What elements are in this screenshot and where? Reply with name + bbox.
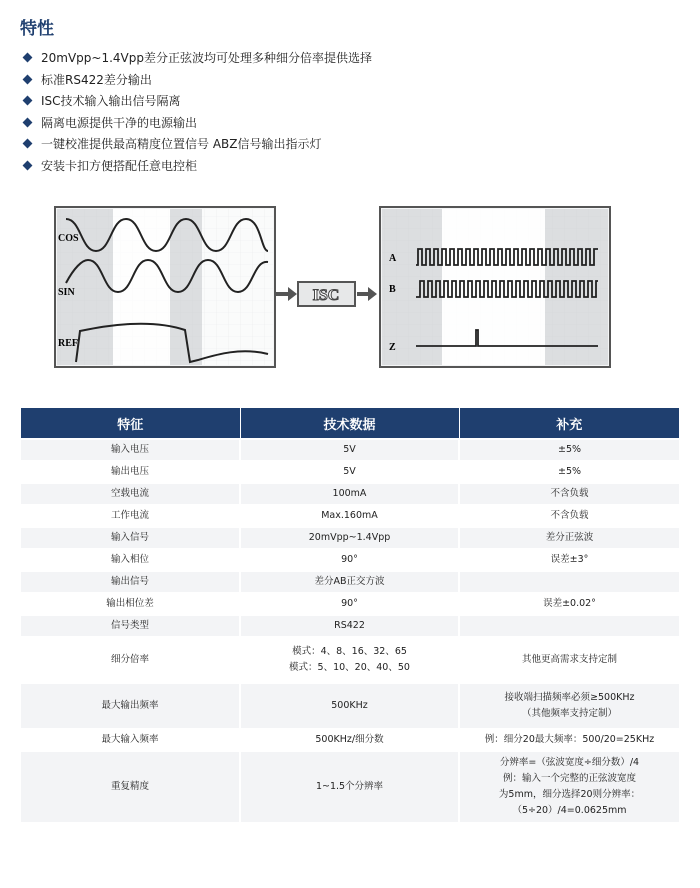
column-header-tech-data: 技术数据	[240, 408, 459, 439]
row-feature-cell: 输入相位	[21, 549, 240, 571]
row-feature-cell: 工作电流	[21, 505, 240, 527]
row-supplement-cell	[459, 461, 679, 483]
row-feature-cell: 输出电压	[21, 461, 240, 483]
table-row	[21, 637, 679, 683]
row-tech-data-cell	[240, 461, 459, 483]
sin-label: SIN	[58, 287, 75, 298]
spec-table	[21, 408, 679, 822]
page-title: 特性	[20, 19, 54, 39]
row-tech-data-cell	[240, 683, 459, 729]
row-supplement-cell	[459, 505, 679, 527]
isc-box-label: ISC	[312, 287, 340, 304]
row-supplement-cell	[459, 751, 679, 822]
table-row	[21, 549, 679, 571]
cell-line: 模式：5、10、20、40、50	[289, 662, 410, 673]
row-supplement-cell	[459, 615, 679, 637]
cell-line: 90°	[341, 598, 358, 609]
row-tech-data-cell	[240, 439, 459, 461]
table-row	[21, 571, 679, 593]
row-supplement-cell	[459, 439, 679, 461]
cell-line: 500KHz/细分数	[315, 734, 384, 745]
isc-converter	[276, 282, 377, 306]
row-supplement-cell	[459, 527, 679, 549]
table-row	[21, 527, 679, 549]
feature-item	[22, 90, 372, 112]
cell-line: 模式：4、8、16、32、65	[292, 646, 407, 657]
cell-line: 500KHz	[331, 700, 368, 711]
row-feature-cell: 重复精度	[21, 751, 240, 822]
cell-line: ±5%	[557, 444, 582, 455]
row-feature-cell: 最大输出频率	[21, 683, 240, 729]
table-row	[21, 729, 679, 751]
signal-conversion-diagram	[0, 200, 700, 380]
output-signal-panel	[380, 207, 610, 367]
row-tech-data-cell	[240, 637, 459, 683]
table-row	[21, 505, 679, 527]
row-feature-cell: 输出信号	[21, 571, 240, 593]
diamond-bullet-icon	[23, 53, 33, 63]
arrow-right-icon	[357, 287, 377, 301]
cell-line: 差分正弦波	[545, 532, 594, 543]
column-header-feature: 特征	[21, 408, 240, 439]
table-row	[21, 461, 679, 483]
table-row	[21, 593, 679, 615]
row-feature-cell: 细分倍率	[21, 637, 240, 683]
row-tech-data-cell	[240, 527, 459, 549]
cos-label: COS	[58, 233, 79, 244]
row-tech-data-cell	[240, 483, 459, 505]
feature-text: 一键校准提供最高精度位置信号 ABZ信号输出指示灯	[41, 137, 322, 152]
row-feature-cell: 最大输入频率	[21, 729, 240, 751]
row-supplement-cell	[459, 483, 679, 505]
cell-line: 例：细分20最大频率：500/20=25KHz	[484, 734, 655, 745]
feature-item	[22, 133, 372, 155]
cell-line: 不含负载	[550, 510, 589, 521]
z-label: Z	[389, 342, 396, 353]
cell-line: 20mVpp~1.4Vpp	[308, 532, 391, 543]
cell-line: （5÷20）/4=0.0625mm	[512, 805, 627, 816]
table-row	[21, 683, 679, 729]
cell-line: 误差±3°	[550, 554, 589, 565]
row-supplement-cell	[459, 549, 679, 571]
row-supplement-cell	[459, 683, 679, 729]
diamond-bullet-icon	[23, 117, 33, 127]
input-signal-panel	[55, 207, 275, 367]
row-tech-data-cell	[240, 751, 459, 822]
row-feature-cell: 输出相位差	[21, 593, 240, 615]
row-tech-data-cell	[240, 549, 459, 571]
feature-list	[22, 47, 372, 176]
row-feature-cell: 输入信号	[21, 527, 240, 549]
feature-text: 20mVpp~1.4Vpp差分正弦波均可处理多种细分倍率提供选择	[41, 51, 372, 66]
feature-text: ISC技术输入输出信号隔离	[41, 94, 181, 109]
row-tech-data-cell	[240, 729, 459, 751]
diamond-bullet-icon	[23, 139, 33, 149]
row-tech-data-cell	[240, 593, 459, 615]
cell-line: 90°	[341, 554, 358, 565]
cell-line: Max.160mA	[321, 510, 378, 521]
cell-line: （其他频率支持定制）	[521, 708, 617, 719]
table-row	[21, 751, 679, 822]
diamond-bullet-icon	[23, 160, 33, 170]
cell-line: 5V	[343, 444, 356, 455]
column-header-supplement: 补充	[459, 408, 679, 439]
diamond-bullet-icon	[23, 96, 33, 106]
cell-line: 100mA	[332, 488, 367, 499]
b-label: B	[389, 284, 396, 295]
row-feature-cell: 信号类型	[21, 615, 240, 637]
row-tech-data-cell	[240, 505, 459, 527]
row-supplement-cell	[459, 637, 679, 683]
row-supplement-cell	[459, 593, 679, 615]
cell-line: 其他更高需求支持定制	[521, 654, 617, 665]
cell-line: 差分AB正交方波	[314, 576, 385, 587]
table-row	[21, 483, 679, 505]
feature-item	[22, 69, 372, 91]
row-supplement-cell	[459, 571, 679, 593]
row-tech-data-cell	[240, 571, 459, 593]
diamond-bullet-icon	[23, 74, 33, 84]
feature-text: 隔离电源提供干净的电源输出	[41, 115, 198, 130]
ref-label: REF	[58, 338, 78, 349]
cell-line: 1~1.5个分辨率	[315, 781, 384, 792]
cell-line: 分辨率=（弦波宽度÷细分数）/4	[499, 757, 640, 768]
cell-line: 接收端扫描频率必须≥500KHz	[504, 692, 635, 703]
row-supplement-cell	[459, 729, 679, 751]
row-feature-cell: 输入电压	[21, 439, 240, 461]
feature-item	[22, 112, 372, 134]
feature-text: 安装卡扣方便搭配任意电控柜	[41, 158, 198, 173]
feature-item	[22, 155, 372, 177]
cell-line: 例：输入一个完整的正弦波宽度	[502, 773, 636, 784]
feature-text: 标准RS422差分输出	[41, 72, 152, 87]
cell-line: 为5mm，细分选择20则分辨率：	[498, 789, 641, 800]
feature-item	[22, 47, 372, 69]
arrow-right-icon	[276, 287, 297, 301]
row-feature-cell: 空载电流	[21, 483, 240, 505]
row-tech-data-cell	[240, 615, 459, 637]
cell-line: RS422	[334, 620, 365, 631]
cell-line: ±5%	[557, 466, 582, 477]
table-row	[21, 439, 679, 461]
table-row	[21, 615, 679, 637]
cell-line: 误差±0.02°	[543, 598, 596, 609]
cell-line: 5V	[343, 466, 356, 477]
a-label: A	[389, 253, 397, 264]
cell-line: 不含负载	[550, 488, 589, 499]
table-header-row	[21, 408, 679, 439]
